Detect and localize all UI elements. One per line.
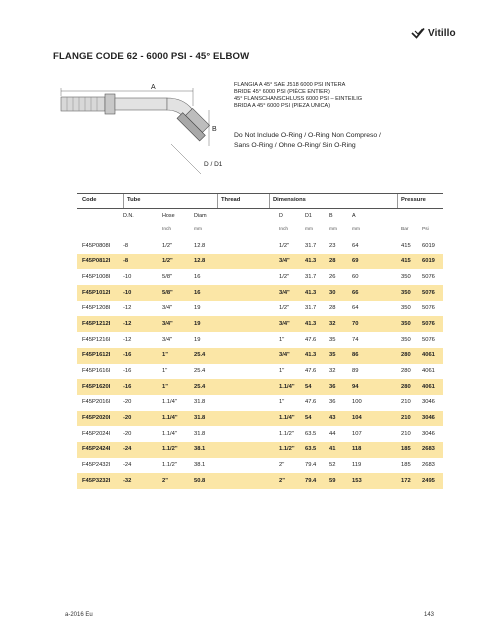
table-subheader (77, 209, 443, 223)
unit-a: mm (352, 227, 360, 232)
cell-a: 70 (352, 320, 359, 327)
cell-code: F45P1012I (82, 289, 111, 296)
cell-d1: 47.6 (305, 368, 317, 374)
cell-a: 89 (352, 368, 359, 374)
col-dimensions-header: Dimensions (273, 197, 306, 203)
cell-hose: 1" (162, 352, 168, 359)
cell-a: 107 (352, 430, 362, 437)
cell-diam: 31.8 (194, 415, 206, 422)
cell-psi: 5076 (422, 305, 435, 312)
cell-code: F45P0808I (82, 242, 111, 249)
cell-d1: 31.7 (305, 242, 317, 249)
subheader-b: B (329, 213, 333, 219)
cell-bar: 350 (401, 305, 411, 312)
cell-hose: 3/4" (162, 336, 173, 343)
table-row (77, 238, 443, 254)
cell-d: 1.1/4" (279, 383, 295, 390)
cell-d: 3/4" (279, 352, 290, 359)
cell-code: F45P2424I (82, 446, 111, 453)
cell-dn: -24 (123, 462, 132, 469)
cell-d: 2" (279, 477, 285, 484)
cell-diam: 12.8 (194, 258, 206, 265)
product-description (234, 82, 362, 110)
dimension-d-label: D / D1 (204, 161, 223, 168)
oring-note-line: Sans O-Ring / Ohne O-Ring/ Sin O-Ring (234, 142, 356, 150)
cell-psi: 4061 (422, 383, 435, 390)
page-title: FLANGE CODE 62 - 6000 PSI - 45° ELBOW (53, 51, 250, 62)
cell-dn: -12 (123, 320, 132, 327)
cell-dn: -32 (123, 477, 132, 484)
table-row (77, 442, 443, 458)
subheader-dn: D.N. (123, 213, 134, 219)
cell-psi: 5076 (422, 289, 435, 296)
cell-dn: -10 (123, 273, 132, 280)
cell-a: 64 (352, 305, 359, 312)
cell-diam: 12.8 (194, 242, 206, 249)
tube-shape (115, 98, 167, 110)
unit-bar: Bar (401, 227, 409, 232)
cell-hose: 1.1/4" (162, 430, 177, 437)
table-row (77, 364, 443, 380)
cell-dn: -16 (123, 368, 132, 374)
cell-d1: 63.5 (305, 446, 317, 453)
cell-code: F45P1620I (82, 383, 111, 390)
cell-hose: 5/8" (162, 273, 173, 280)
column-divider (269, 194, 270, 208)
cell-diam: 19 (194, 320, 201, 327)
cell-b: 32 (329, 368, 336, 374)
cell-psi: 6019 (422, 242, 435, 249)
unit-d: Inch (279, 227, 289, 232)
cell-b: 28 (329, 305, 336, 312)
cell-d1: 63.5 (305, 430, 317, 437)
table-units (77, 223, 443, 237)
table-row (77, 254, 443, 270)
cell-code: F45P0812I (82, 258, 111, 265)
cell-d: 1" (279, 399, 285, 406)
cell-hose: 3/4" (162, 320, 173, 327)
table-row (77, 348, 443, 364)
cell-hose: 1" (162, 383, 168, 390)
vitillo-logo-icon (411, 26, 425, 40)
cell-d1: 47.6 (305, 399, 317, 406)
column-divider (397, 194, 398, 208)
cell-psi: 5076 (422, 320, 435, 327)
cell-dn: -8 (123, 258, 129, 265)
cell-a: 104 (352, 415, 362, 422)
cell-bar: 210 (401, 399, 411, 406)
cell-d1: 41.3 (305, 258, 317, 265)
cell-b: 52 (329, 462, 336, 469)
cell-a: 119 (352, 462, 362, 469)
footer-edition: a-2016 Eu (65, 612, 93, 618)
cell-psi: 2683 (422, 446, 435, 453)
cell-a: 66 (352, 289, 359, 296)
cell-a: 100 (352, 399, 362, 406)
cell-diam: 25.4 (194, 352, 206, 359)
cell-b: 59 (329, 477, 336, 484)
cell-dn: -20 (123, 415, 132, 422)
cell-b: 35 (329, 336, 336, 343)
specs-table (77, 193, 443, 489)
elbow-fitting-diagram (57, 76, 232, 184)
cell-a: 74 (352, 336, 359, 343)
cell-psi: 5076 (422, 336, 435, 343)
cell-psi: 2495 (422, 477, 435, 484)
dimension-d-line (171, 144, 201, 174)
column-divider (123, 194, 124, 208)
cell-d1: 31.7 (305, 273, 317, 280)
cell-d1: 41.3 (305, 289, 317, 296)
col-pressure-header: Pressure (401, 197, 426, 203)
subheader-hose: Hose (162, 213, 175, 219)
table-row (77, 332, 443, 348)
dimension-b-label: B (212, 126, 217, 133)
cell-a: 69 (352, 258, 359, 265)
cell-d: 1.1/2" (279, 430, 294, 437)
cell-d: 1/2" (279, 273, 290, 280)
nut-shape (105, 94, 115, 114)
cell-hose: 3/4" (162, 305, 173, 312)
cell-diam: 19 (194, 336, 201, 343)
cell-dn: -16 (123, 383, 132, 390)
cell-hose: 1.1/4" (162, 399, 177, 406)
cell-b: 30 (329, 289, 336, 296)
cell-bar: 280 (401, 383, 411, 390)
unit-psi: Psi (422, 227, 429, 232)
table-group-header (77, 194, 443, 208)
cell-psi: 5076 (422, 273, 435, 280)
cell-a: 153 (352, 477, 362, 484)
cell-a: 64 (352, 242, 359, 249)
table-row (77, 426, 443, 442)
table-row (77, 458, 443, 474)
cell-diam: 38.1 (194, 462, 206, 469)
subheader-a: A (352, 213, 356, 219)
cell-bar: 415 (401, 258, 411, 265)
cell-psi: 2683 (422, 462, 435, 469)
cell-hose: 1" (162, 368, 168, 374)
cell-bar: 185 (401, 462, 411, 469)
cell-bar: 280 (401, 352, 411, 359)
description-line: 45° FLANSCHANSCHLUSS 6000 PSI – EINTEILIG (234, 96, 363, 103)
table-row (77, 316, 443, 332)
cell-b: 41 (329, 446, 336, 453)
cell-bar: 210 (401, 430, 411, 437)
oring-note (234, 131, 381, 152)
cell-diam: 31.8 (194, 430, 206, 437)
cell-dn: -8 (123, 242, 129, 249)
col-thread-header: Thread (221, 197, 241, 203)
cell-b: 43 (329, 415, 336, 422)
cell-code: F45P1216I (82, 336, 111, 343)
cell-code: F45P2020I (82, 415, 111, 422)
cell-psi: 3046 (422, 415, 435, 422)
cell-code: F45P1616I (82, 368, 111, 374)
table-row (77, 379, 443, 395)
table-body (77, 238, 443, 489)
cell-diam: 25.4 (194, 383, 206, 390)
cell-b: 32 (329, 320, 336, 327)
cell-dn: -16 (123, 352, 132, 359)
cell-hose: 2" (162, 477, 168, 484)
cell-b: 23 (329, 242, 336, 249)
oring-note-line: Do Not Include O-Ring / O-Ring Non Compreso / (234, 132, 381, 139)
cell-hose: 1.1/4" (162, 415, 178, 422)
cell-diam: 19 (194, 305, 201, 312)
cell-d1: 54 (305, 383, 312, 390)
cell-bar: 350 (401, 289, 411, 296)
cell-a: 94 (352, 383, 359, 390)
subheader-diam: Diam (194, 213, 207, 219)
cell-code: F45P2016I (82, 399, 111, 406)
description-line: BRIDE 45° 6000 PSI (PIÈCE ENTIER) (234, 89, 330, 96)
cell-d1: 47.6 (305, 336, 317, 343)
brand-logo (411, 26, 456, 40)
cell-d1: 79.4 (305, 462, 317, 469)
description-line: BRIDA A 45° 6000 PSI (PIEZA UNICA) (234, 103, 331, 110)
cell-d: 1.1/4" (279, 415, 295, 422)
cell-d: 3/4" (279, 320, 290, 327)
ferrule-shape (61, 97, 105, 111)
cell-code: F45P1612I (82, 352, 111, 359)
brand-name: Vitillo (428, 27, 456, 39)
cell-d1: 79.4 (305, 477, 317, 484)
column-divider (217, 194, 218, 208)
cell-b: 28 (329, 258, 336, 265)
cell-b: 36 (329, 399, 336, 406)
cell-d1: 41.3 (305, 320, 317, 327)
cell-b: 35 (329, 352, 336, 359)
cell-bar: 350 (401, 336, 411, 343)
dimension-a-label: A (151, 84, 156, 91)
page-number: 143 (424, 612, 435, 618)
table-row (77, 473, 443, 489)
cell-psi: 4061 (422, 368, 435, 374)
cell-d: 1" (279, 336, 285, 343)
cell-d: 1.1/2" (279, 446, 295, 453)
cell-b: 26 (329, 273, 336, 280)
cell-bar: 350 (401, 320, 411, 327)
cell-dn: -20 (123, 430, 132, 437)
cell-diam: 16 (194, 289, 201, 296)
cell-d: 1" (279, 368, 285, 374)
unit-b: mm (329, 227, 337, 232)
col-tube-header: Tube (127, 197, 141, 203)
cell-dn: -10 (123, 289, 132, 296)
cell-d: 3/4" (279, 289, 290, 296)
cell-code: F45P1008I (82, 273, 111, 280)
cell-dn: -24 (123, 446, 132, 453)
cell-diam: 25.4 (194, 368, 206, 374)
subheader-d1: D1 (305, 213, 312, 219)
cell-b: 36 (329, 383, 336, 390)
table-row (77, 301, 443, 317)
cell-d: 1/2" (279, 305, 290, 312)
cell-dn: -20 (123, 399, 132, 406)
unit-hose: Inch (162, 227, 172, 232)
cell-hose: 5/8" (162, 289, 173, 296)
cell-diam: 31.8 (194, 399, 206, 406)
table-row (77, 269, 443, 285)
cell-psi: 3046 (422, 399, 435, 406)
cell-diam: 16 (194, 273, 201, 280)
cell-bar: 415 (401, 242, 411, 249)
cell-d1: 31.7 (305, 305, 317, 312)
cell-d: 1/2" (279, 242, 290, 249)
cell-bar: 280 (401, 368, 411, 374)
cell-code: F45P2432I (82, 462, 111, 469)
cell-bar: 172 (401, 477, 411, 484)
cell-hose: 1/2" (162, 258, 173, 265)
cell-d1: 54 (305, 415, 312, 422)
table-row (77, 285, 443, 301)
cell-code: F45P2024I (82, 430, 111, 437)
table-row (77, 395, 443, 411)
cell-b: 44 (329, 430, 336, 437)
cell-a: 118 (352, 446, 362, 453)
cell-d1: 41.3 (305, 352, 317, 359)
cell-a: 60 (352, 273, 359, 280)
cell-dn: -12 (123, 305, 132, 312)
description-line: FLANGIA A 45° SAE J518 6000 PSI INTERA (234, 82, 346, 88)
cell-diam: 50.8 (194, 477, 206, 484)
subheader-d: D (279, 213, 283, 219)
cell-a: 86 (352, 352, 359, 359)
cell-diam: 38.1 (194, 446, 206, 453)
cell-hose: 1.1/2" (162, 462, 177, 469)
col-code-header: Code (82, 197, 97, 203)
cell-code: F45P1208I (82, 305, 111, 312)
cell-bar: 210 (401, 415, 411, 422)
cell-psi: 4061 (422, 352, 435, 359)
cell-bar: 350 (401, 273, 411, 280)
cell-d: 3/4" (279, 258, 290, 265)
unit-d1: mm (305, 227, 313, 232)
unit-diam: mm (194, 227, 202, 232)
cell-psi: 3046 (422, 430, 435, 437)
table-row (77, 411, 443, 427)
cell-dn: -12 (123, 336, 132, 343)
cell-hose: 1/2" (162, 242, 173, 249)
cell-code: F45P3232I (82, 477, 111, 484)
cell-code: F45P1212I (82, 320, 111, 327)
cell-psi: 6019 (422, 258, 435, 265)
cell-d: 2" (279, 462, 285, 469)
cell-bar: 185 (401, 446, 411, 453)
cell-hose: 1.1/2" (162, 446, 178, 453)
